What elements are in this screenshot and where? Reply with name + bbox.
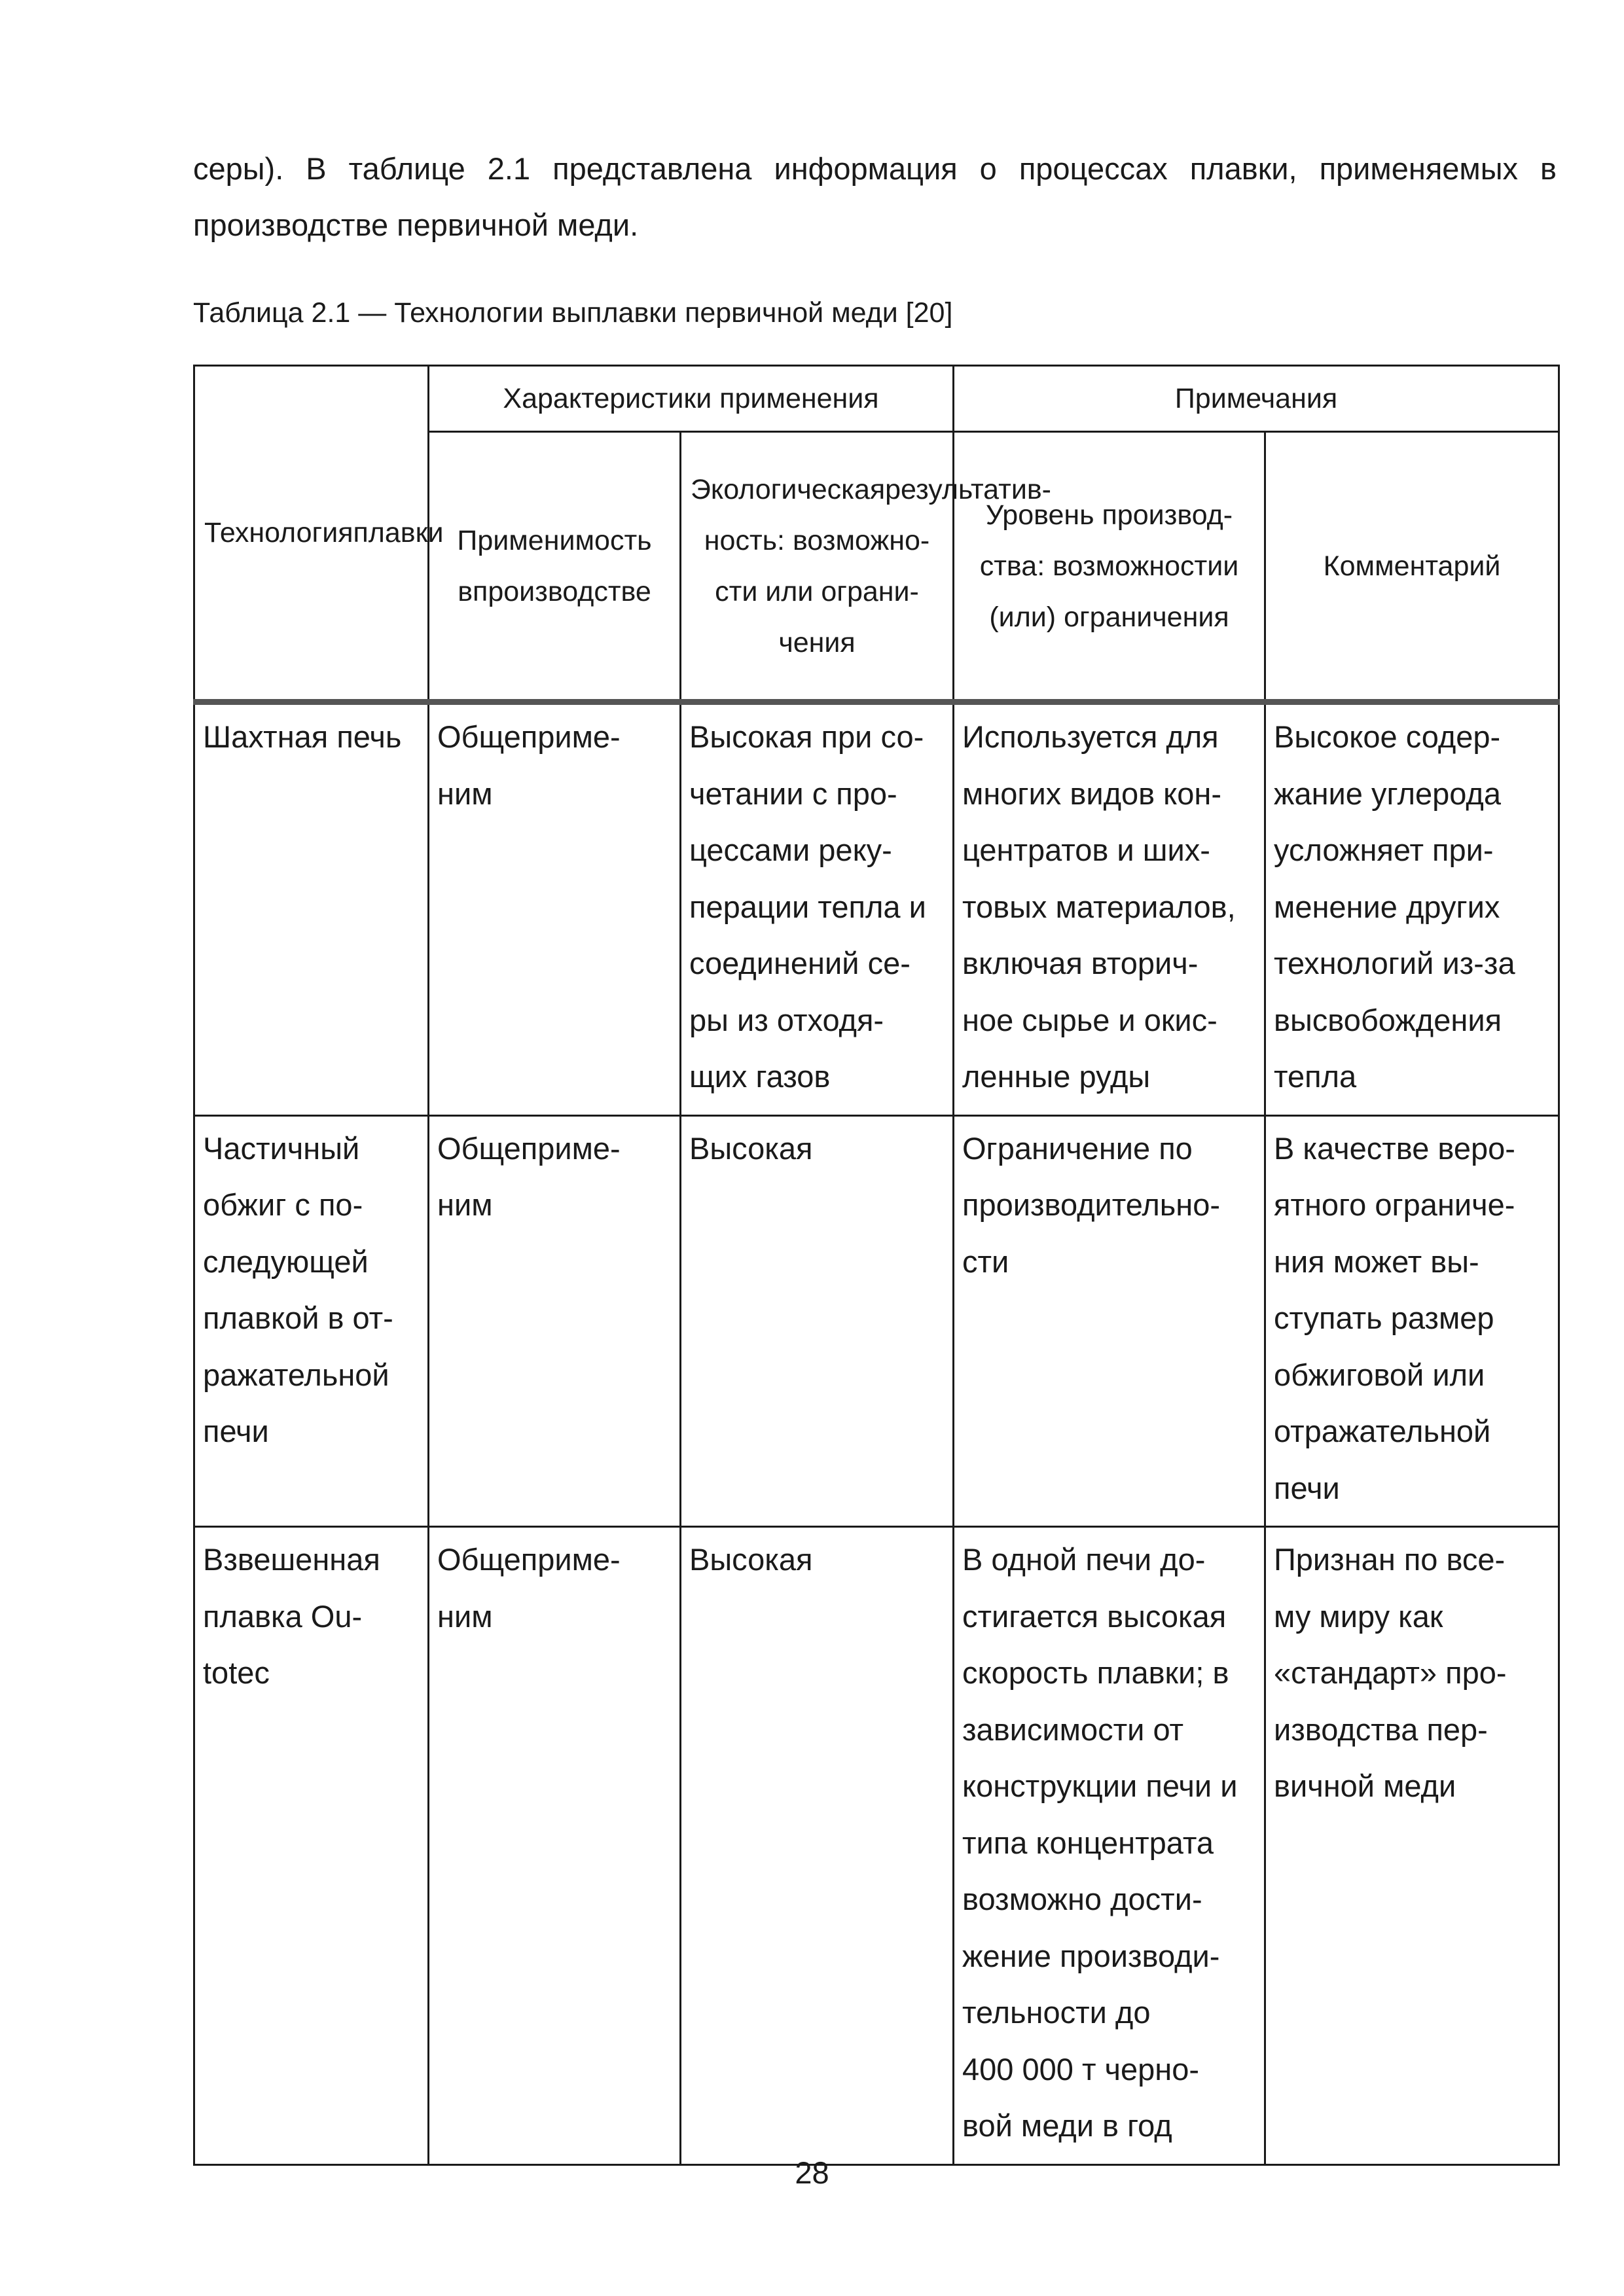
text-line: В качестве веро- [1274, 1130, 1515, 1166]
cell-comment [1265, 1527, 1559, 2165]
text-line: зависимости от [962, 1712, 1184, 1747]
text-line: центратов и ших- [962, 833, 1210, 867]
cell-applicability [429, 1527, 681, 2165]
page-number: 28 [795, 2155, 829, 2190]
text-line: типа концентрата [962, 1825, 1214, 1860]
text-line: Общеприме- [437, 719, 621, 754]
text-line: многих видов кон- [962, 776, 1222, 811]
text-line: и (или) ограничения [989, 550, 1239, 633]
text-line: 400 000 т черно- [962, 2051, 1200, 2087]
cell-applicability [429, 702, 681, 1116]
text-line: Применимость в [457, 524, 652, 607]
text-line: плавки [353, 517, 444, 548]
text-line: печи [203, 1414, 269, 1448]
text-line: четании с про- [689, 776, 897, 811]
text-line: Шахтная печь [203, 719, 402, 754]
text-line: Экологическая [691, 473, 886, 505]
text-line: стигается высокая [962, 1598, 1227, 1634]
header-production-level-text [964, 490, 1255, 643]
header-comment-text [1275, 541, 1549, 592]
text-line: ства: возможности [979, 550, 1223, 582]
cell-comment [1265, 702, 1559, 1116]
text-line: ним [437, 1187, 493, 1222]
header-technology [194, 366, 444, 702]
header-ecological-text [691, 464, 1052, 668]
text-line: конструкции печи и [962, 1768, 1238, 1803]
text-line: ятного ограниче- [1274, 1187, 1515, 1222]
text-line: тепла [1274, 1059, 1357, 1094]
text-line: плавка Ou- [203, 1598, 363, 1634]
text-line: чения [778, 626, 856, 658]
text-line: сти или ограни- [715, 575, 919, 607]
text-line: сти [962, 1244, 1009, 1279]
header-group-notes: Примечания [954, 366, 1559, 432]
text-line: ное сырье и окис- [962, 1002, 1218, 1037]
text-line: ность: возможно- [704, 524, 930, 556]
text-line: цессами реку- [689, 833, 892, 867]
header-comment [1265, 432, 1559, 702]
text-line: изводства пер- [1274, 1712, 1488, 1747]
text-line: totec [203, 1655, 270, 1690]
text-line: Взвешенная [203, 1542, 380, 1577]
text-line: ним [437, 776, 493, 811]
header-ecological [681, 432, 1052, 702]
cell-production-level [954, 702, 1265, 1116]
text-line: Уровень производ- [985, 499, 1233, 531]
intro-paragraph: серы). В таблице 2.1 представлена информация о процессах плавки, применяемых в производстве первичной меди. [193, 151, 1557, 242]
text-line: Высокая при со- [689, 719, 924, 754]
text-line: Признан по все- [1274, 1542, 1506, 1577]
text-line: производстве [473, 575, 651, 607]
table-row [194, 1115, 1559, 1527]
text-line: жание углерода [1274, 776, 1501, 811]
text-line: Общеприме- [437, 1542, 621, 1577]
table-row [194, 1527, 1559, 2165]
text-line: вичной меди [1274, 1768, 1456, 1803]
table-caption: Таблица 2.1 — Технологии выплавки первичной меди [20] [193, 297, 953, 329]
header-applicability [429, 432, 681, 702]
cell-ecological [681, 1527, 954, 2165]
text-line: товых материалов, [962, 889, 1236, 924]
text-line: вой меди в год [962, 2108, 1172, 2143]
text-line: технологий из-за [1274, 946, 1515, 980]
text-line: Высокое содер- [1274, 719, 1501, 754]
text-line: перации тепла и [689, 889, 926, 924]
text-line: Общеприме- [437, 1130, 621, 1166]
text-line: усложняет при- [1274, 833, 1494, 867]
cell-production-level [954, 1115, 1265, 1527]
text-line: включая вторич- [962, 946, 1199, 980]
table-row [194, 702, 1559, 1116]
text-line: соединений се- [689, 946, 911, 980]
text-line: обжиг с по- [203, 1187, 363, 1222]
cell-technology [194, 1527, 429, 2165]
cell-comment [1265, 1115, 1559, 1527]
text-line: му миру как [1274, 1598, 1443, 1634]
cell-ecological [681, 1115, 954, 1527]
text-line: ражательной [203, 1357, 389, 1392]
text-line: ним [437, 1598, 493, 1634]
text-line: печи [1274, 1470, 1340, 1505]
text-line: следующей [203, 1244, 369, 1279]
text-line: щих газов [689, 1059, 831, 1094]
text-line: «стандарт» про- [1274, 1655, 1507, 1690]
cell-technology [194, 1115, 429, 1527]
text-line: ленные руды [962, 1059, 1151, 1094]
header-technology-text [204, 507, 444, 558]
header-applicability-text [439, 515, 670, 617]
text-line: ры из отходя- [689, 1002, 884, 1037]
text-line: обжиговой или [1274, 1357, 1485, 1392]
text-line: ния может вы- [1274, 1244, 1479, 1279]
text-line: Технология [204, 517, 353, 548]
text-line: тельности до [962, 1995, 1151, 2030]
smelting-technologies-table [193, 365, 1560, 2166]
cell-technology [194, 702, 429, 1116]
text-line: скорость плавки; в [962, 1655, 1229, 1690]
text-line: Используется для [962, 719, 1219, 754]
header-group-application: Характеристики применения [429, 366, 954, 432]
text-line: В одной печи до- [962, 1542, 1206, 1577]
text-line: Высокая [689, 1542, 813, 1577]
header-production-level [954, 432, 1265, 702]
text-line: отражательной [1274, 1414, 1491, 1448]
cell-ecological [681, 702, 954, 1116]
cell-production-level [954, 1527, 1265, 2165]
text-line: плавкой в от- [203, 1300, 393, 1335]
text-line: Ограничение по [962, 1130, 1193, 1166]
text-line: ступать размер [1274, 1300, 1494, 1335]
text-line: высвобождения [1274, 1002, 1502, 1037]
text-line: Комментарий [1323, 550, 1501, 582]
cell-applicability [429, 1115, 681, 1527]
text-line: жение производи- [962, 1938, 1220, 1973]
text-line: результатив- [885, 473, 1052, 505]
text-line: возможно дости- [962, 1882, 1202, 1916]
text-line: Частичный [203, 1130, 360, 1166]
text-line: Высокая [689, 1130, 813, 1166]
text-line: менение других [1274, 889, 1500, 924]
text-line: производительно- [962, 1187, 1220, 1222]
